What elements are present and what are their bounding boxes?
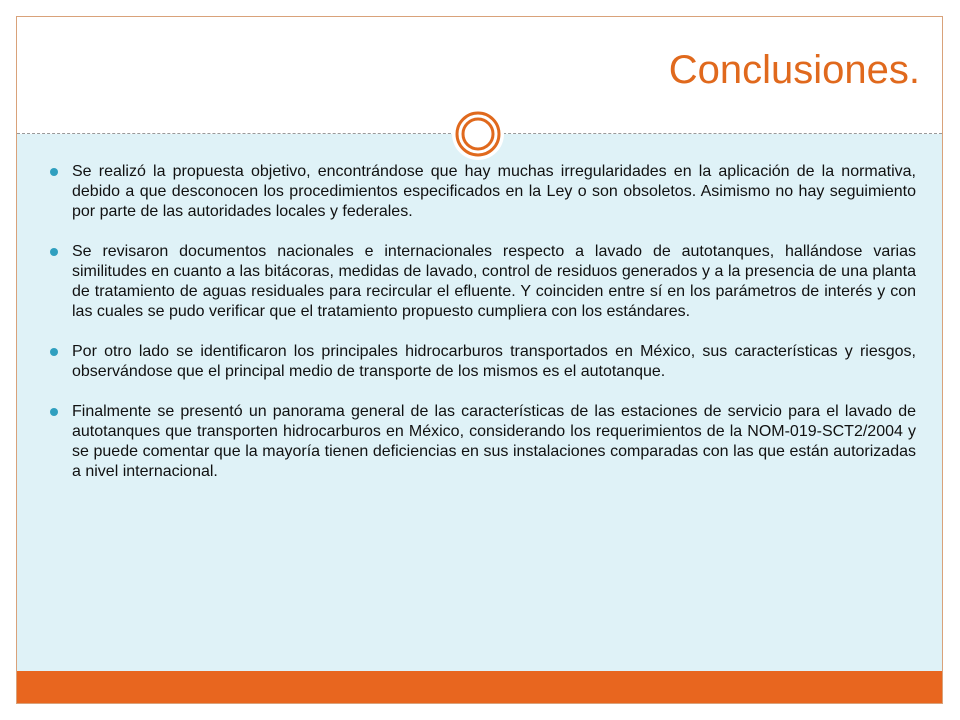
bullet-text: Se revisaron documentos nacionales e internacionales respecto a lavado de autotanques, hallándose varias similitudes en cuanto a las bitácoras, medidas de lavado, control de residuos generados y a la presencia de una planta de tratamiento de aguas residuales para recircular el efluente. Y coinciden entre sí en los parámetros de interés y con las cuales se pudo verificar que el tratamiento propuesto cumpliera con los estándares.	[72, 243, 916, 320]
bullet-dot-icon	[50, 408, 58, 416]
bullet-text: Finalmente se presentó un panorama general de las características de las estaciones de servicio para el lavado de autotanques que transporten hidrocarburos en México, considerando los requerimientos de la NOM-019-SCT2/2004 y se puede comentar que la mayoría tienen deficiencias en sus instalaciones comparadas con las que están autorizadas a nivel internacional.	[72, 403, 916, 480]
bullet-item	[48, 242, 916, 322]
bullet-dot-icon	[50, 248, 58, 256]
bullet-dot-icon	[50, 168, 58, 176]
bullet-text: Por otro lado se identificaron los principales hidrocarburos transportados en México, sus características y riesgos, observándose que el principal medio de transporte de los mismos es el autotanque.	[72, 343, 916, 380]
bullet-list	[48, 162, 916, 502]
slide-title: Conclusiones.	[668, 48, 920, 92]
ring-ornament-icon	[451, 107, 505, 161]
bullet-item	[48, 342, 916, 382]
bullet-item	[48, 162, 916, 222]
bullet-item	[48, 402, 916, 482]
bullet-dot-icon	[50, 348, 58, 356]
bullet-text: Se realizó la propuesta objetivo, encontrándose que hay muchas irregularidades en la aplicación de la normativa, debido a que desconocen los procedimientos especificados en la Ley o son obsoletos. Asimismo no hay seguimiento por parte de las autoridades locales y federales.	[72, 163, 916, 220]
